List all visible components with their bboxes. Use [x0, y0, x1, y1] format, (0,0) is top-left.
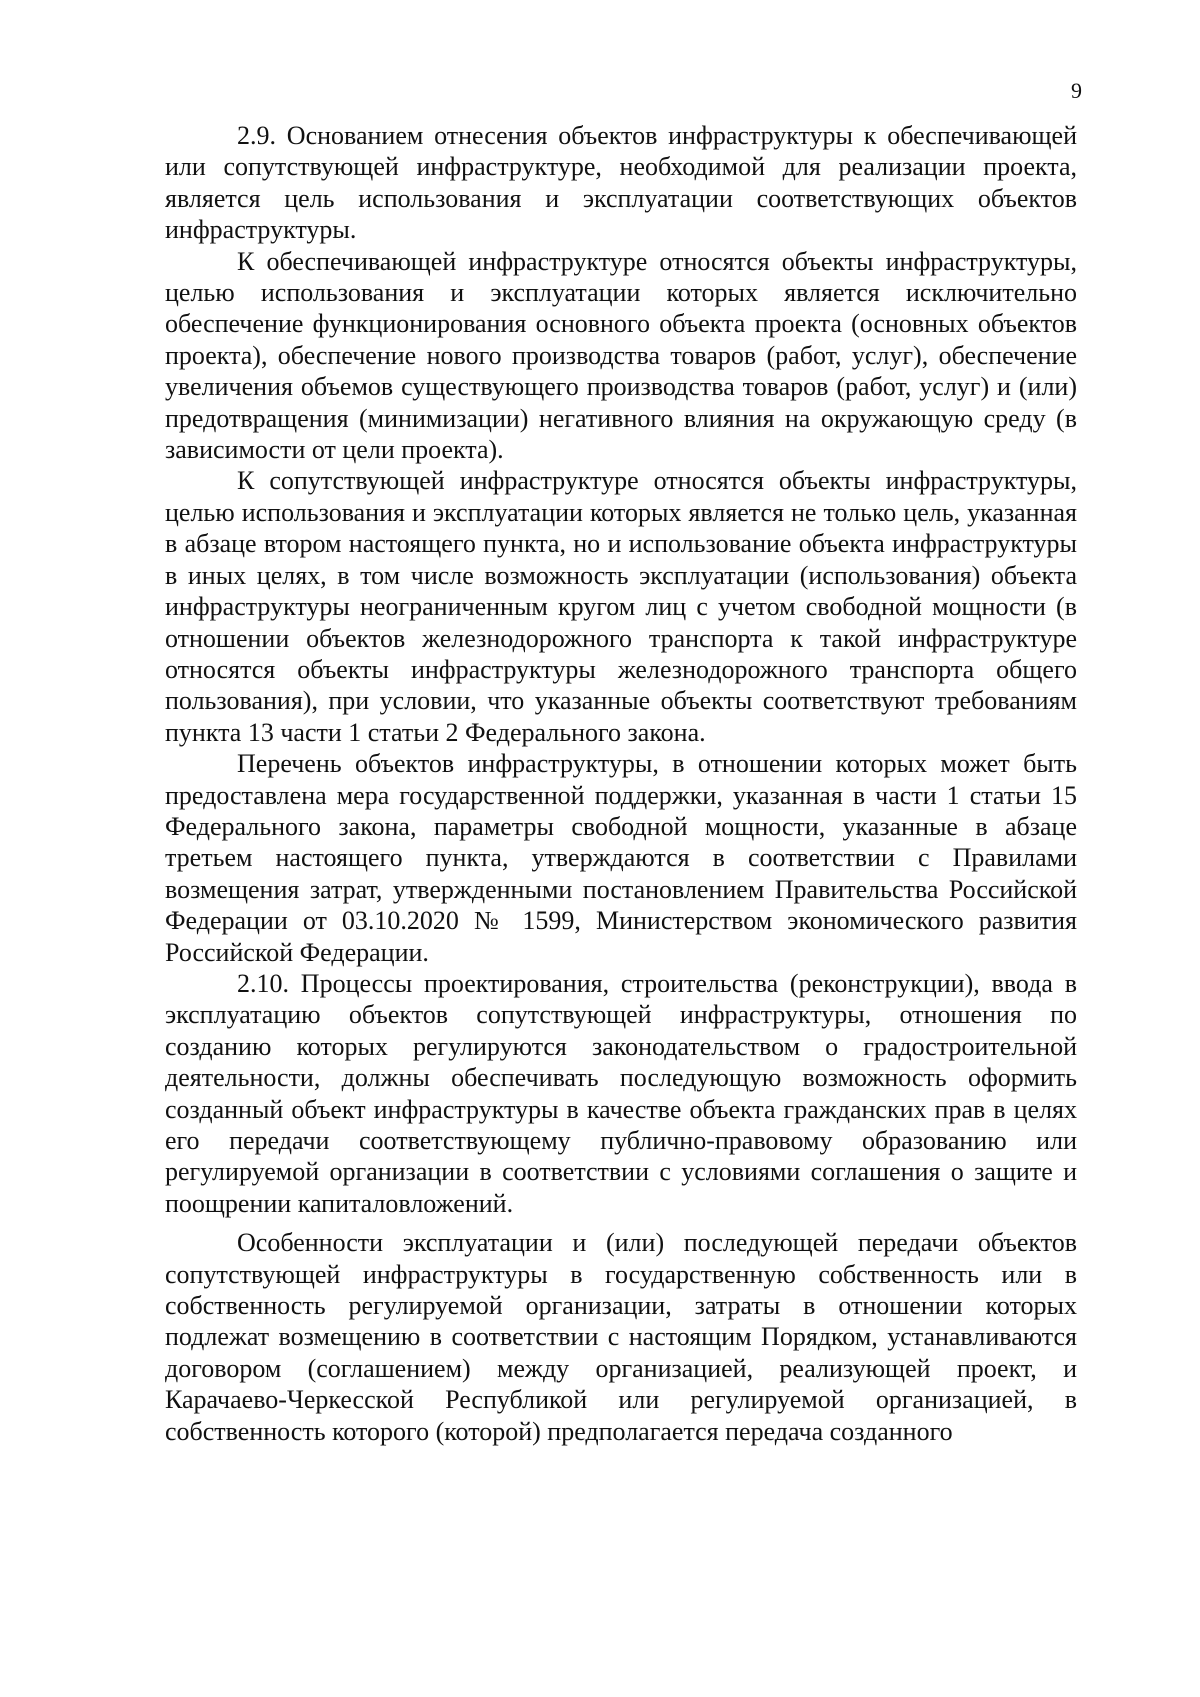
- document-body: [165, 120, 1077, 1447]
- paragraph-accompanying-infrastructure: К сопутствующей инфраструктуре относятся объекты инфраструктуры, целью использования и эксплуатации которых является не только цель, указанная в абзаце втором настоящего пункта, но и использование объекта инфраструктуры в иных целях, в том числе возможность эксплуатации (использования) объекта инфраструктуры неограниченным кругом лиц с учетом свободной мощности (в отношении объектов железнодорожного транспорта к такой инфраструктуре относятся объекты инфраструктуры железнодорожного транспорта общего пользования), при условии, что указанные объекты соответствуют требованиям пункта 13 части 1 статьи 2 Федерального закона.: [165, 466, 1077, 747]
- paragraph-supporting-infrastructure: К обеспечивающей инфраструктуре относятся объекты инфраструктуры, целью использования и эксплуатации которых является исключительно обеспечение функционирования основного объекта проекта (основных объектов проекта), обеспечение нового производства товаров (работ, услуг), обеспечение увеличения объемов существующего производства товаров (работ, услуг) и (или) предотвращения (минимизации) негативного влияния на окружающую среду (в зависимости от цели проекта).: [165, 246, 1077, 465]
- page-number: 9: [1071, 78, 1082, 103]
- paragraph-operation-features: Особенности эксплуатации и (или) последующей передачи объектов сопутствующей инфраструктуры в государственную собственность или в собственность регулируемой организации, затраты в отношении которых подлежат возмещению в соответствии с настоящим Порядком, устанавливаются договором (соглашением) между организацией, реализующей проект, и Карачаево-Черкесской Республикой или регулируемой организацией, в собственность которого (которой) предполагается передача созданного: [165, 1228, 1077, 1446]
- paragraph-2-9: 2.9. Основанием отнесения объектов инфраструктуры к обеспечивающей или сопутствующей инфраструктуре, необходимой для реализации проекта, является цель использования и эксплуатации соответствующих объектов инфраструктуры.: [165, 121, 1077, 245]
- paragraph-infrastructure-list: Перечень объектов инфраструктуры, в отношении которых может быть предоставлена мера государственной поддержки, указанная в части 1 статьи 15 Федерального закона, параметры свободной мощности, указанные в абзаце третьем настоящего пункта, утверждаются в соответствии с Правилами возмещения затрат, утвержденными постановлением Правительства Российской Федерации от 03.10.2020 № 1599, Министерством экономического развития Российской Федерации.: [165, 749, 1077, 967]
- paragraph-2-10: 2.10. Процессы проектирования, строительства (реконструкции), ввода в эксплуатацию объектов сопутствующей инфраструктуры, отношения по созданию которых регулируются законодательством о градостроительной деятельности, должны обеспечивать последующую возможность оформить созданный объект инфраструктуры в качестве объекта гражданских прав в целях его передачи соответствующему публично-правовому образованию или регулируемой организации в соответствии с условиями соглашения о защите и поощрении капиталовложений.: [165, 968, 1077, 1218]
